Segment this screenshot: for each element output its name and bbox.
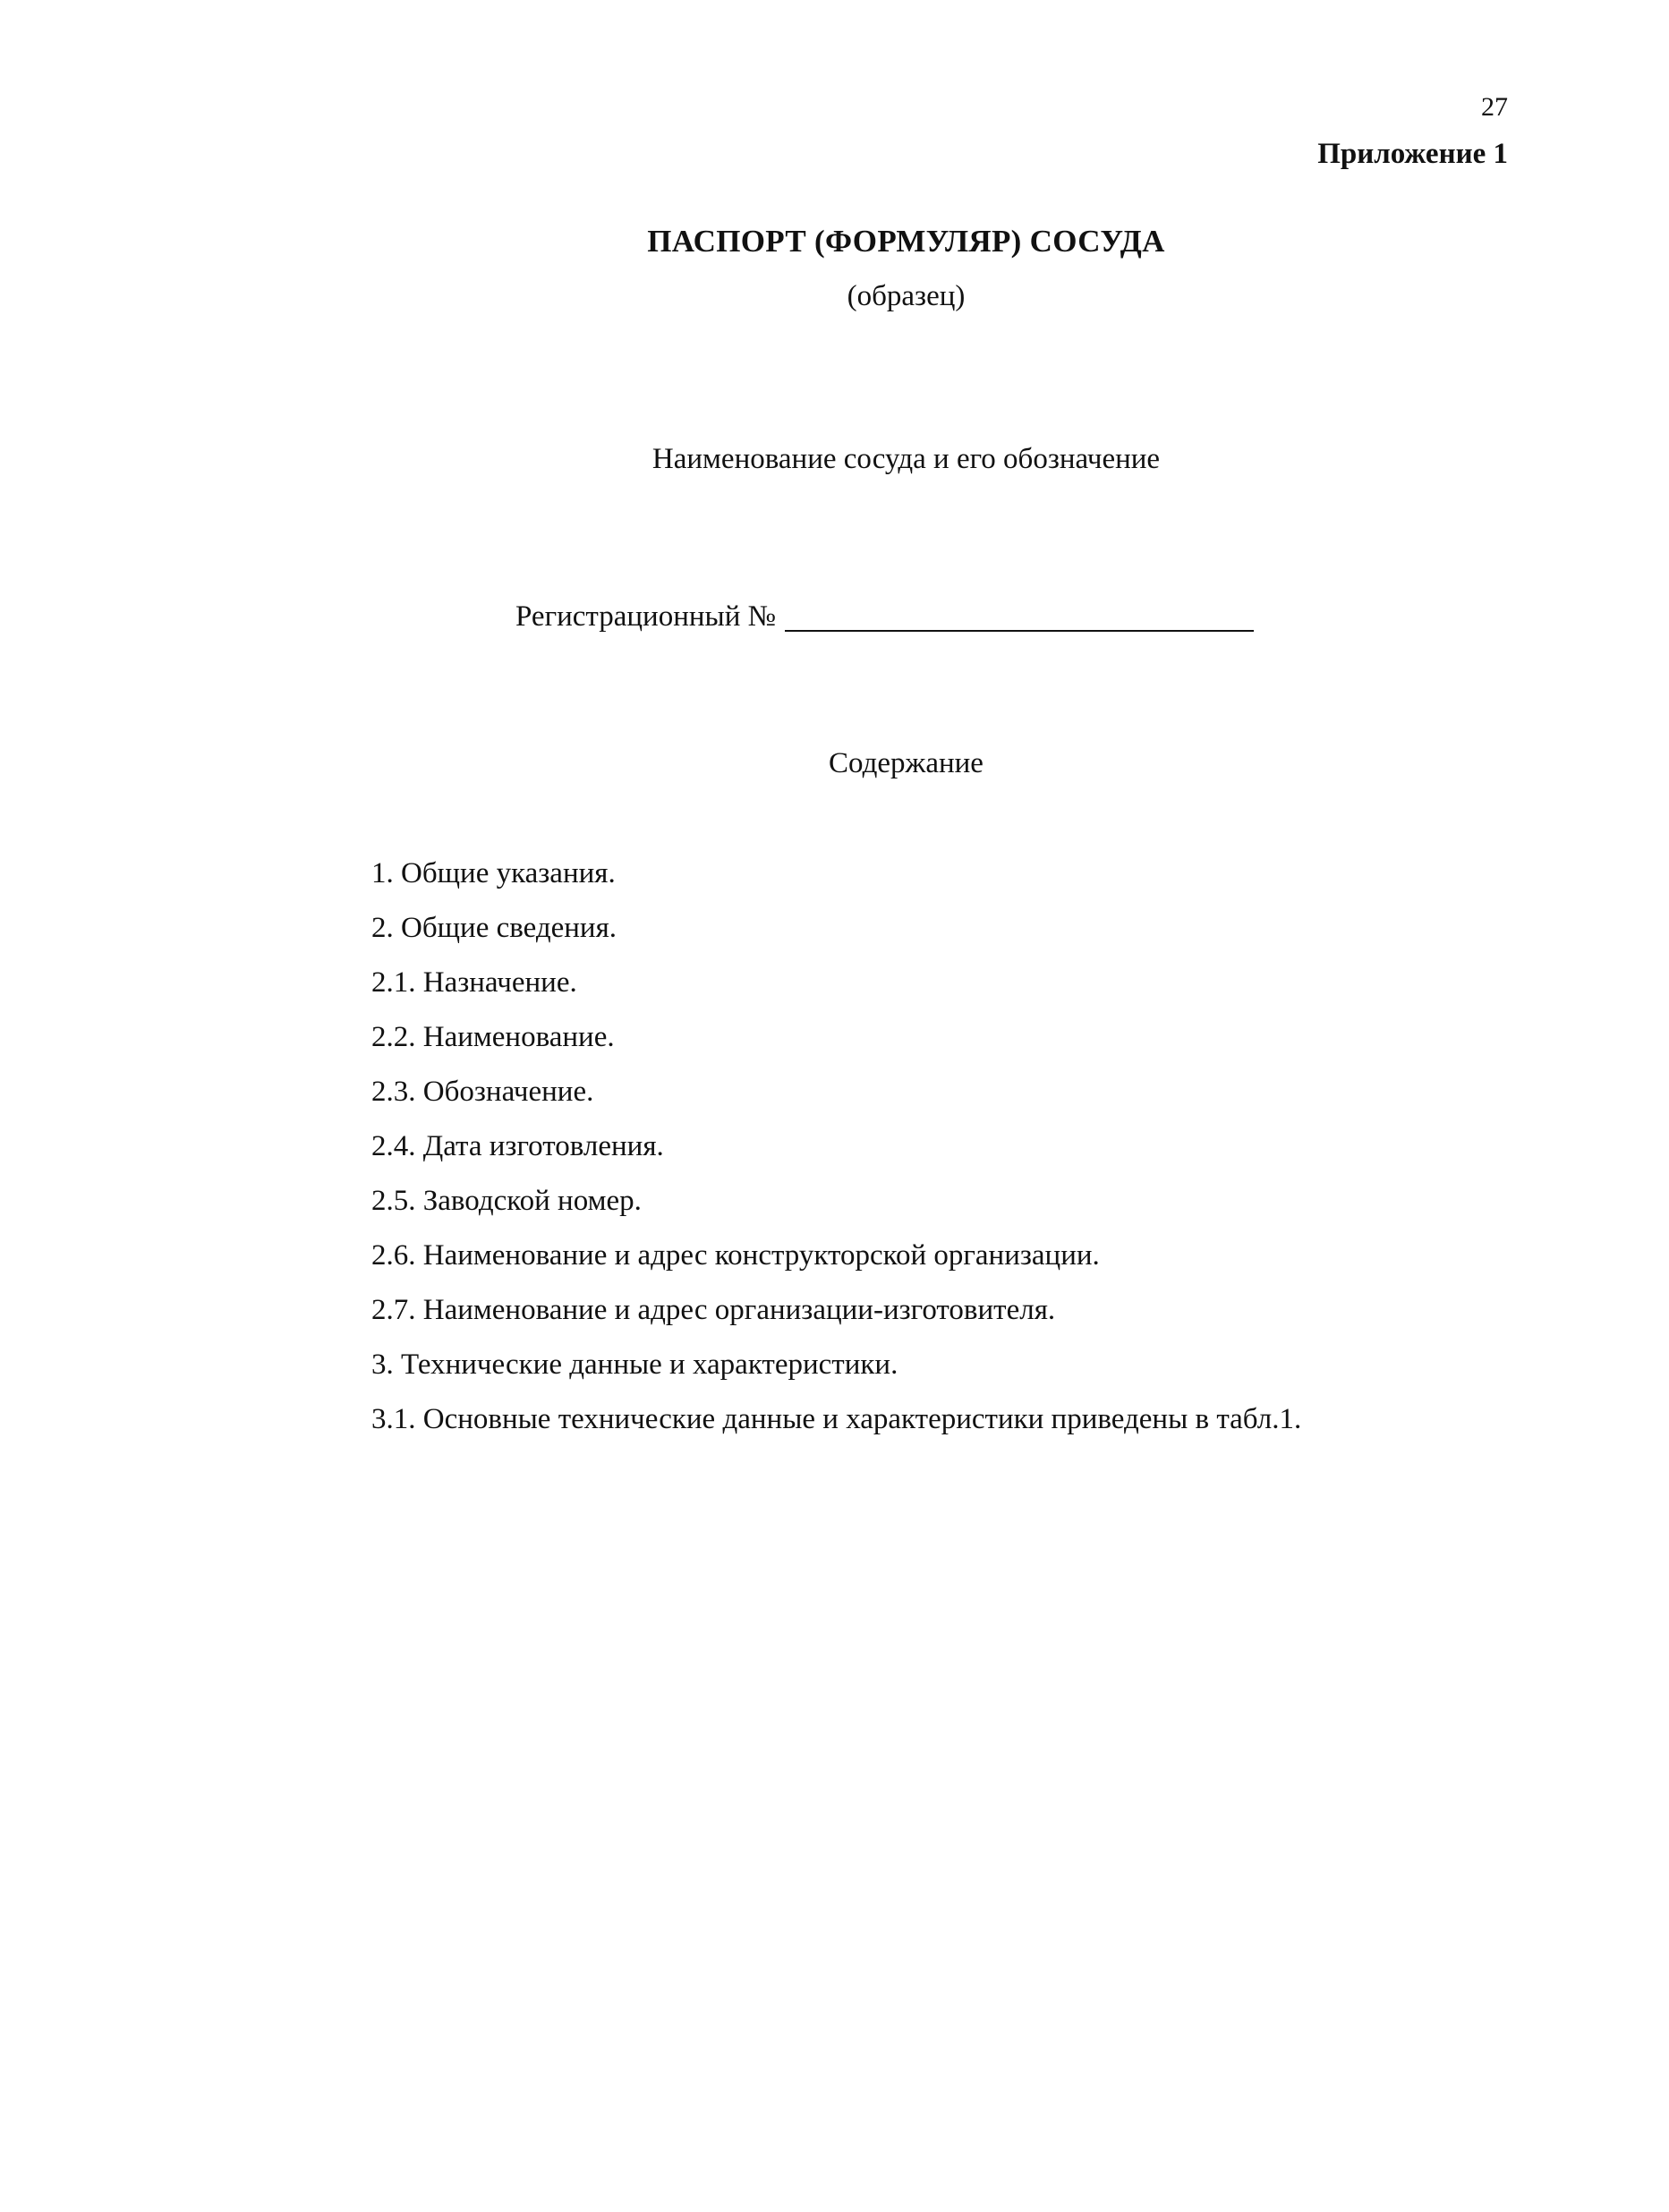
- toc-item: 2.3. Обозначение.: [371, 1076, 594, 1108]
- toc-item: 2.5. Заводской номер.: [371, 1185, 642, 1217]
- vessel-name-label: Наименование сосуда и его обозначение: [651, 443, 1161, 475]
- table-of-contents: [371, 855, 1301, 1455]
- toc-item: 3.1. Основные технические данные и характеристики приведены в табл.1.: [371, 1403, 1302, 1435]
- registration-number-blank: [785, 603, 1254, 632]
- registration-label: Регистрационный №: [515, 600, 777, 633]
- registration-row: [515, 598, 1254, 635]
- toc-item: 3. Технические данные и характеристики.: [371, 1348, 898, 1381]
- contents-heading: Содержание: [829, 747, 984, 779]
- document-subtitle: (образец): [847, 280, 966, 312]
- toc-item: 1. Общие указания.: [371, 857, 616, 889]
- toc-item: 2.4. Дата изготовления.: [371, 1130, 664, 1162]
- toc-item: 2.2. Наименование.: [371, 1021, 615, 1053]
- toc-item: 2.1. Назначение.: [371, 966, 577, 999]
- toc-item: 2.7. Наименование и адрес организации-изготовителя.: [371, 1294, 1056, 1326]
- appendix-label: Приложение 1: [1317, 138, 1508, 170]
- document-title: ПАСПОРТ (ФОРМУЛЯР) СОСУДА: [647, 224, 1165, 259]
- page-number: 27: [1481, 92, 1508, 122]
- toc-item: 2. Общие сведения.: [371, 912, 617, 944]
- toc-item: 2.6. Наименование и адрес конструкторской организации.: [371, 1239, 1100, 1272]
